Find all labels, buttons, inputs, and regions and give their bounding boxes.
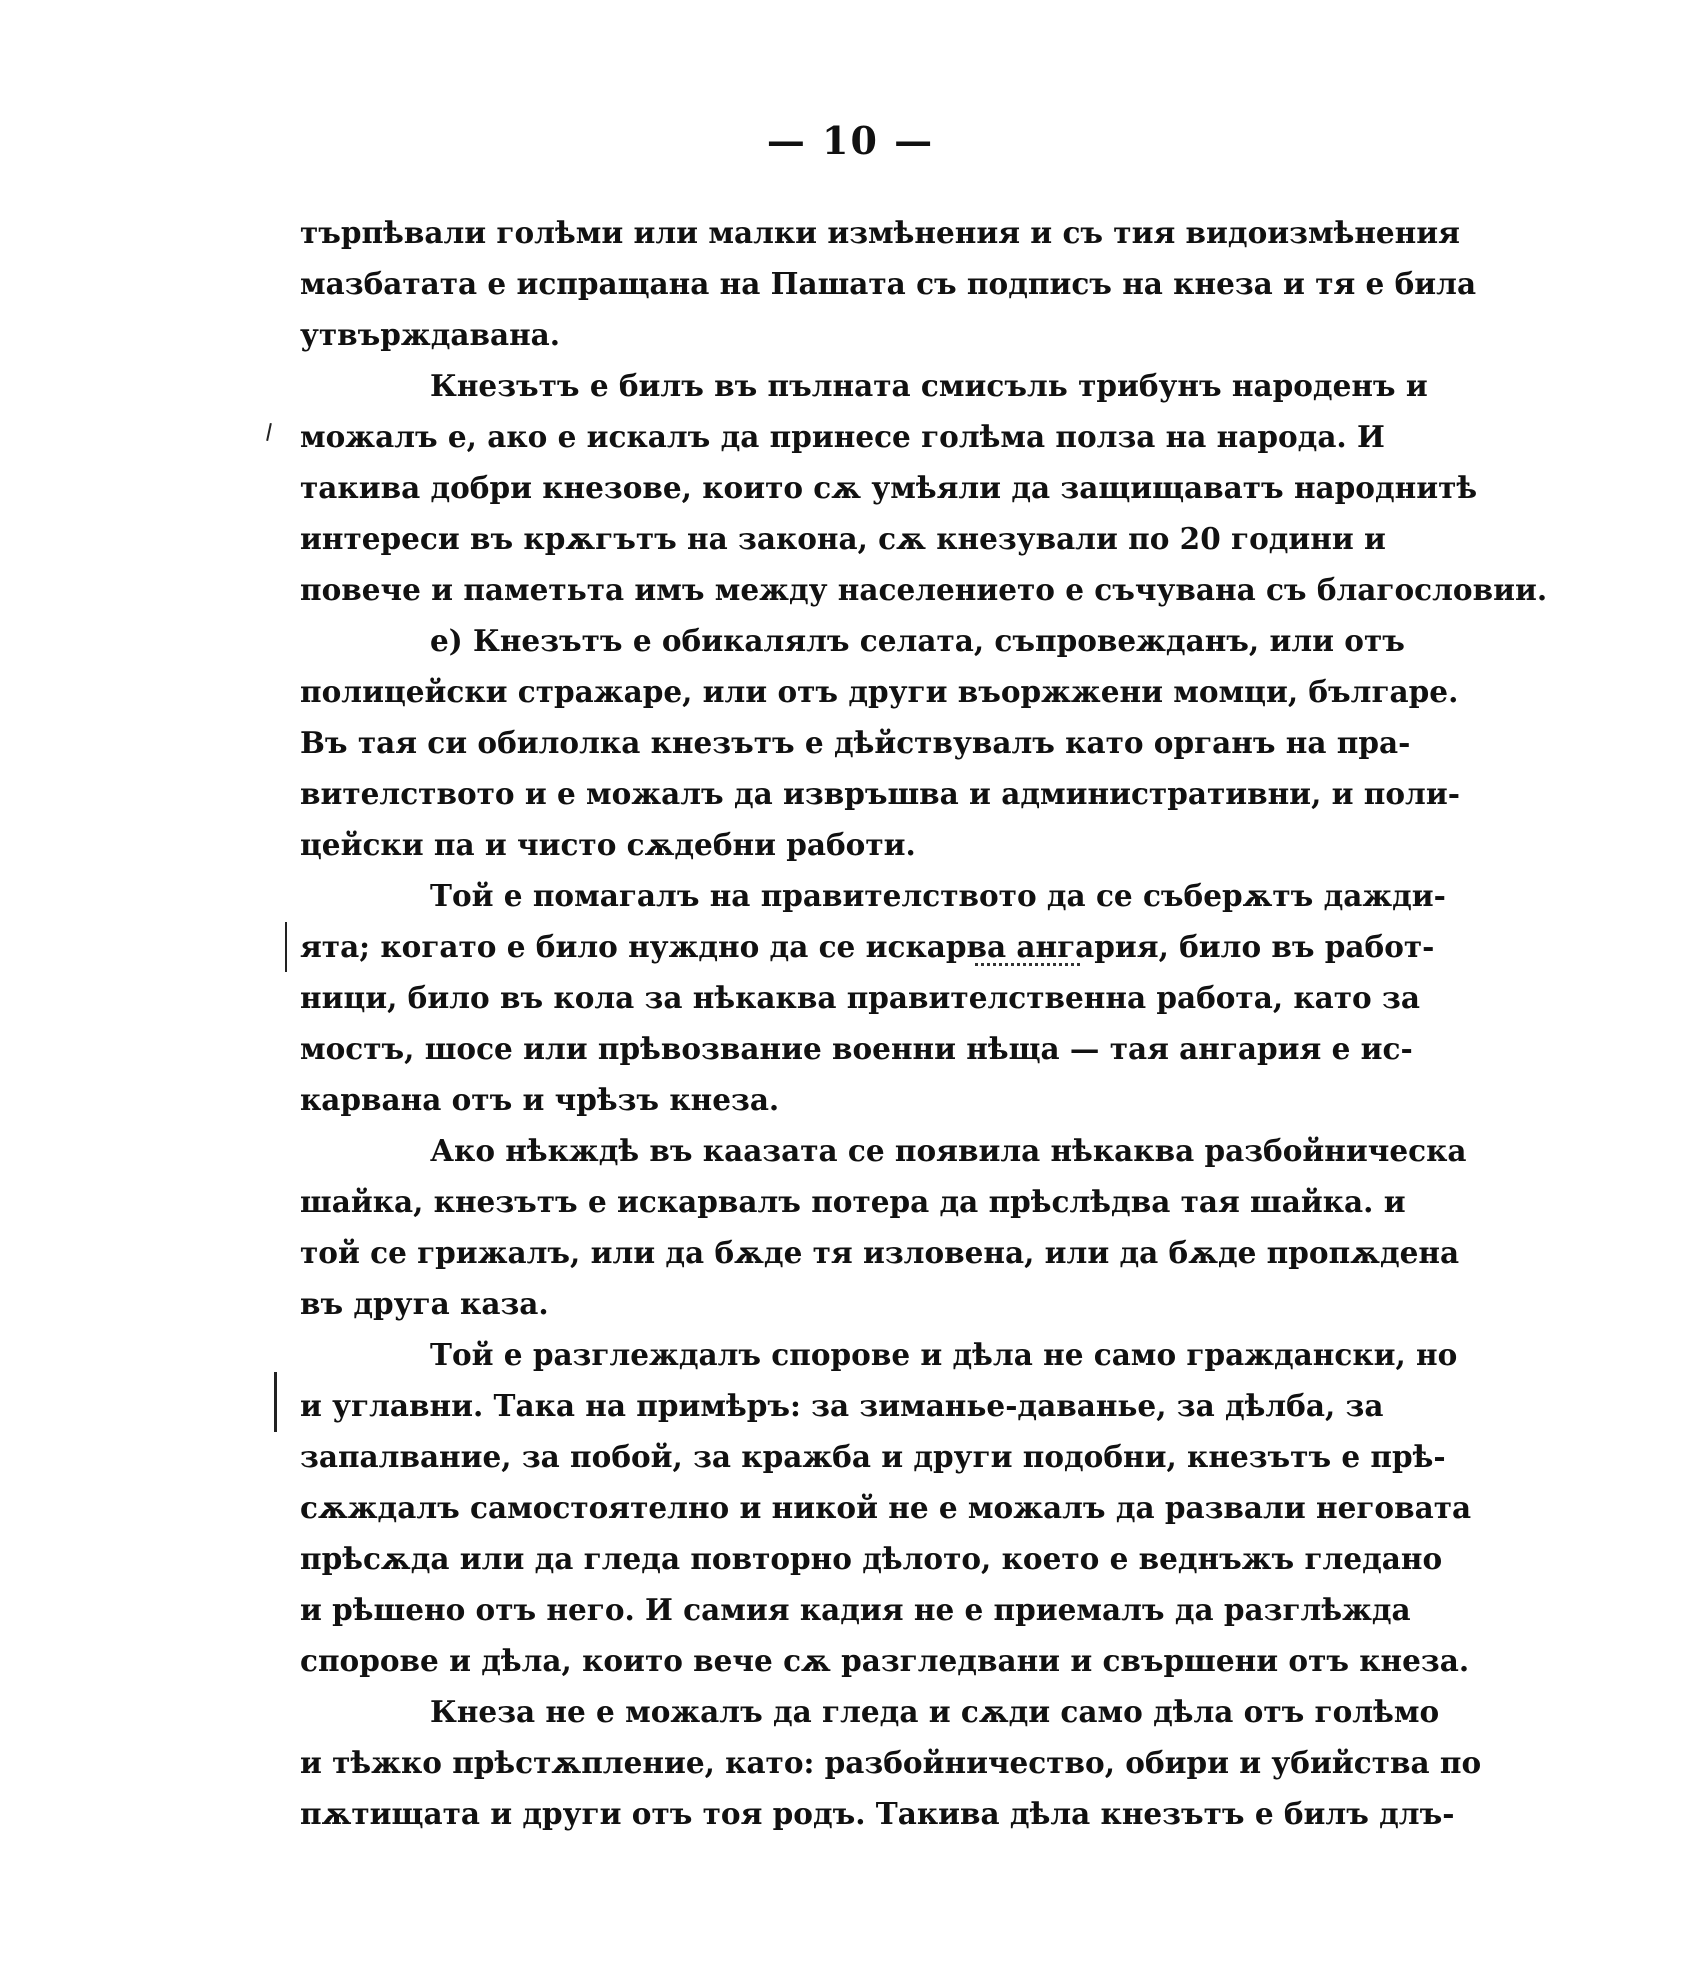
body-text [300,207,1548,1839]
text-line: полицейски стражаре, или отъ други въоржжени момци, българе. [300,674,1459,709]
text-line: Въ тая си обилолка кнезътъ е дѣйствувалъ като органъ на пра- [300,725,1411,760]
text-line: Кнеза не е можалъ да гледа и сѫди само дѣла отъ голѣмо [430,1694,1440,1729]
text-line: мостъ, шосе или прѣвозвание военни нѣща — тая ангария е ис- [300,1031,1413,1066]
text-line: сѫждалъ самостоятелно и никой не е можалъ да развали неговата [300,1490,1472,1525]
margin-line-mark [274,1372,277,1432]
text-line: Кнезътъ е билъ въ пълната смисъль трибунъ народенъ и [430,368,1428,403]
text-line: спорове и дѣла, които вече сѫ разгледвани и свършени отъ кнеза. [300,1643,1470,1678]
text-line: запалвание, за побой, за кражба и други подобни, кнезътъ е прѣ- [300,1439,1446,1474]
text-line: можалъ е, ако е искалъ да принесе голѣма полза на народа. И [300,419,1385,454]
text-line: интереси въ крѫгътъ на закона, сѫ кнезували по 20 години и [300,521,1386,556]
text-line: Ако нѣкждѣ въ каазата се появила нѣкаква разбойническа [430,1133,1467,1168]
text-line: пѫтищата и други отъ тоя родъ. Такива дѣла кнезътъ е билъ длъ- [300,1796,1455,1831]
text-line: карвана отъ и чрѣзъ кнеза. [300,1082,780,1117]
margin-tick-mark [266,423,272,441]
text-line: въ друга каза. [300,1286,549,1321]
pencil-underline-mark [975,960,1080,966]
margin-line-mark [285,922,287,972]
text-line: и рѣшено отъ него. И самия кадия не е приемалъ да разглѣжда [300,1592,1411,1627]
text-line: прѣсѫда или да гледа повторно дѣлото, което е веднъжъ гледано [300,1541,1443,1576]
text-line: търпѣвали голѣми или малки измѣнения и съ тия видоизмѣнения [300,215,1460,250]
text-line: и тѣжко прѣстѫпление, като: разбойничество, обири и убийства по [300,1745,1482,1780]
text-line: е) Кнезътъ е обикалялъ селата, съпровежданъ, или отъ [430,623,1405,658]
text-line: ята; когато е било нуждно да се искарва ангария, било въ работ- [300,929,1435,964]
text-line: вителството и е можалъ да извръшва и административни, и поли- [300,776,1460,811]
text-line: такива добри кнезове, които сѫ умѣяли да защищаватъ народнитѣ [300,470,1478,505]
text-line: Той е помагалъ на правителството да се съберѫтъ дажди- [430,878,1446,913]
text-line: мазбатата е испращана на Пашата съ подписъ на кнеза и тя е била [300,266,1477,301]
text-line: шайка, кнезътъ е искарвалъ потера да прѣслѣдва тая шайка. и [300,1184,1406,1219]
page-number: — 10 — [766,118,935,163]
text-line: утвърждавана. [300,317,561,352]
text-line: повече и паметьта имъ между населението е съчувана съ благословии. [300,572,1548,607]
text-line: той се грижалъ, или да бѫде тя изловена, или да бѫде пропѫдена [300,1235,1460,1270]
text-line: цейски па и чисто сѫдебни работи. [300,827,916,862]
text-line: и углавни. Така на примѣръ: за зиманье-даванье, за дѣлба, за [300,1388,1384,1423]
text-line: Той е разглеждалъ спорове и дѣла не само граждански, но [430,1337,1458,1372]
text-line: ници, било въ кола за нѣкаква правителственна работа, като за [300,980,1420,1015]
